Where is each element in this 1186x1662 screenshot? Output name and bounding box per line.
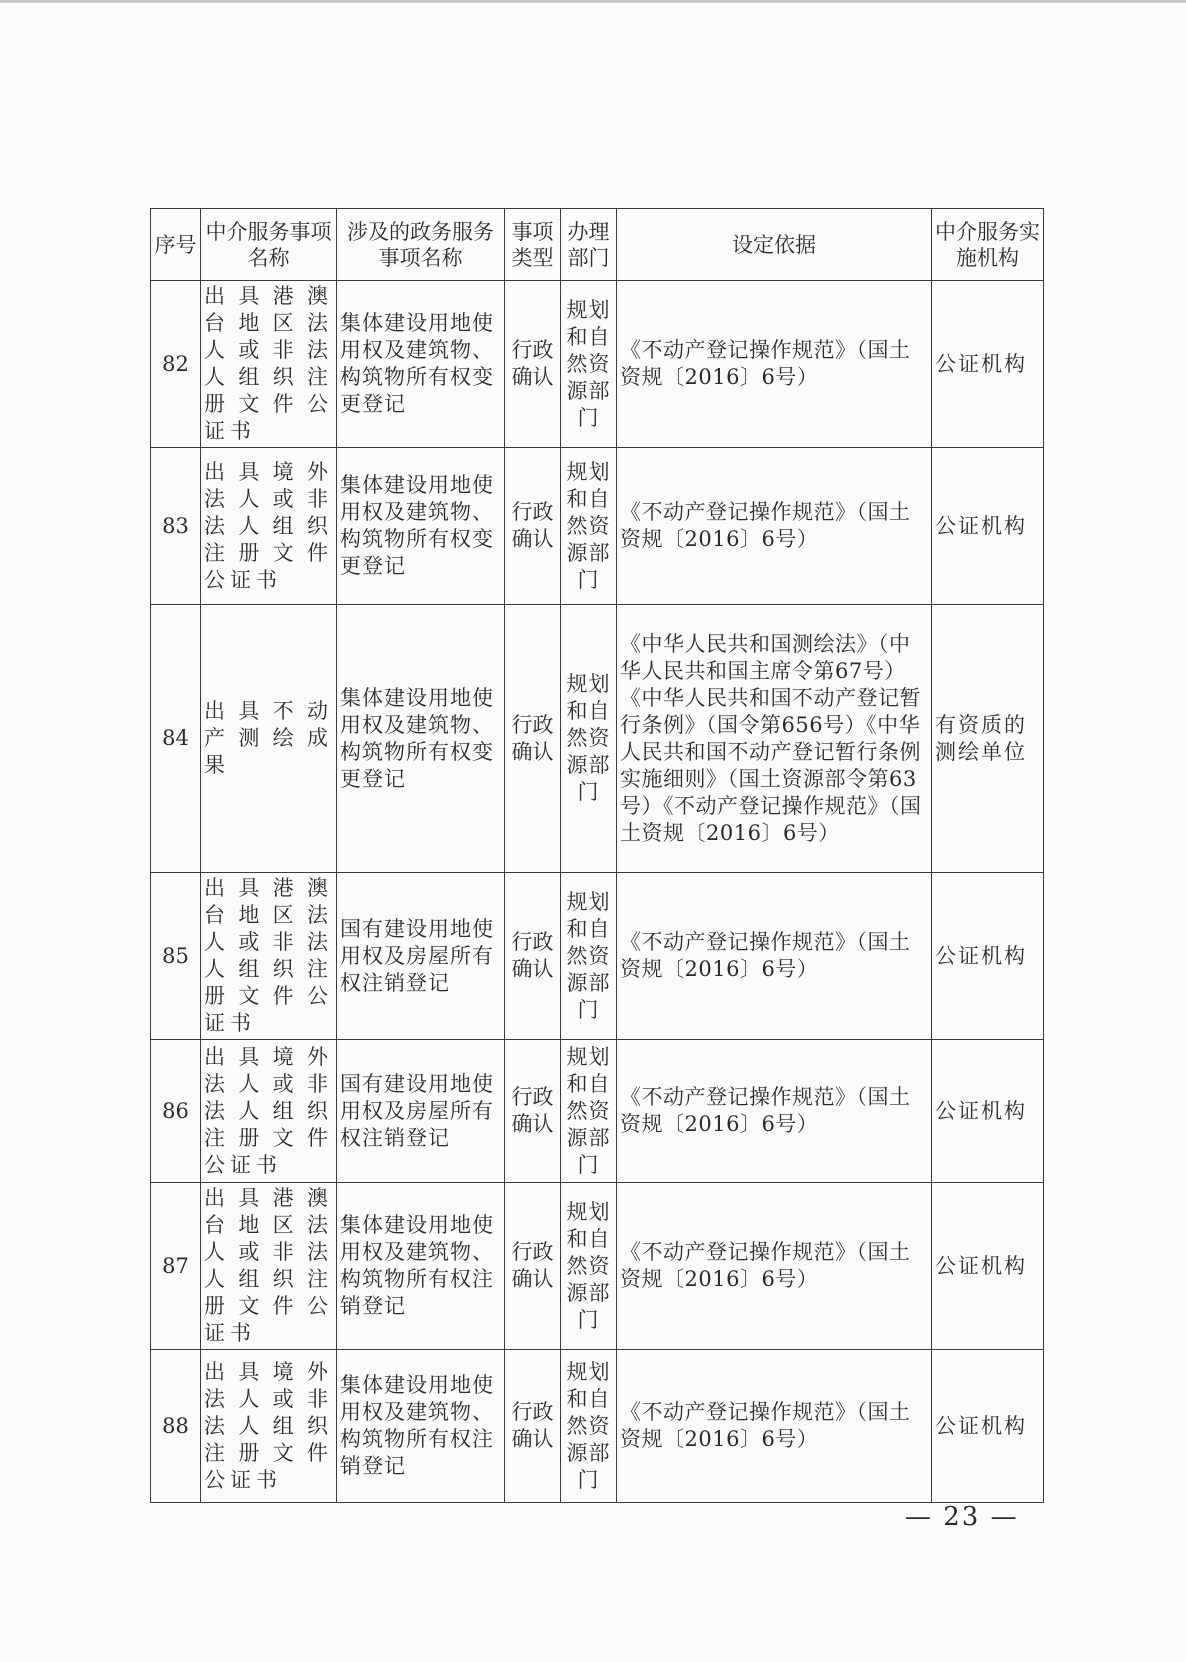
scan-edge [0,0,1186,3]
header-type: 事项类型 [505,209,561,281]
cell-num: 82 [151,281,201,448]
cell-gov-service: 集体建设用地使用权及建筑物、构筑物所有权变更登记 [337,448,505,605]
cell-dept: 规划和自然资源部门 [561,873,617,1040]
cell-agency-name: 出具不动产测绘成果 [201,605,337,873]
cell-dept: 规划和自然资源部门 [561,1183,617,1350]
cell-num: 84 [151,605,201,873]
table-row [151,448,1044,605]
header-num: 序号 [151,209,201,281]
cell-dept: 规划和自然资源部门 [561,448,617,605]
cell-agency-name: 出具港澳台地区法人或非法人组织注册文件公证书 [201,1183,337,1350]
cell-agency-name: 出具港澳台地区法人或非法人组织注册文件公证书 [201,873,337,1040]
table-row [151,1040,1044,1183]
cell-basis: 《不动产登记操作规范》（国土资规〔2016〕6号） [617,281,932,448]
table-row [151,281,1044,448]
cell-org: 公证机构 [932,873,1044,1040]
intermediary-services-table [150,208,1044,1503]
cell-basis: 《不动产登记操作规范》（国土资规〔2016〕6号） [617,1350,932,1503]
cell-gov-service: 集体建设用地使用权及建筑物、构筑物所有权注销登记 [337,1350,505,1503]
cell-dept: 规划和自然资源部门 [561,605,617,873]
cell-agency-name: 出具境外法人或非法人组织注册文件公证书 [201,448,337,605]
cell-basis: 《不动产登记操作规范》（国土资规〔2016〕6号） [617,1183,932,1350]
cell-gov-service: 国有建设用地使用权及房屋所有权注销登记 [337,873,505,1040]
cell-agency-name: 出具港澳台地区法人或非法人组织注册文件公证书 [201,281,337,448]
cell-dept: 规划和自然资源部门 [561,1040,617,1183]
cell-type: 行政确认 [505,1183,561,1350]
cell-org: 有资质的测绘单位 [932,605,1044,873]
table-row [151,1183,1044,1350]
cell-basis: 《不动产登记操作规范》（国土资规〔2016〕6号） [617,448,932,605]
table-row [151,873,1044,1040]
cell-gov-service: 国有建设用地使用权及房屋所有权注销登记 [337,1040,505,1183]
cell-gov-service: 集体建设用地使用权及建筑物、构筑物所有权注销登记 [337,1183,505,1350]
table-row [151,1350,1044,1503]
cell-num: 83 [151,448,201,605]
cell-gov-service: 集体建设用地使用权及建筑物、构筑物所有权变更登记 [337,605,505,873]
page-number: — 23 — [905,1502,1019,1532]
header-basis: 设定依据 [617,209,932,281]
cell-num: 87 [151,1183,201,1350]
cell-org: 公证机构 [932,448,1044,605]
cell-agency-name: 出具境外法人或非法人组织注册文件公证书 [201,1350,337,1503]
cell-type: 行政确认 [505,281,561,448]
header-dept: 办理部门 [561,209,617,281]
cell-basis: 《不动产登记操作规范》（国土资规〔2016〕6号） [617,873,932,1040]
cell-org: 公证机构 [932,281,1044,448]
table-header-row [151,209,1044,281]
cell-type: 行政确认 [505,605,561,873]
cell-num: 86 [151,1040,201,1183]
header-gov-service: 涉及的政务服务事项名称 [337,209,505,281]
cell-type: 行政确认 [505,1040,561,1183]
cell-type: 行政确认 [505,448,561,605]
cell-org: 公证机构 [932,1183,1044,1350]
table-row [151,605,1044,873]
cell-type: 行政确认 [505,1350,561,1503]
cell-num: 88 [151,1350,201,1503]
cell-org: 公证机构 [932,1040,1044,1183]
cell-type: 行政确认 [505,873,561,1040]
cell-org: 公证机构 [932,1350,1044,1503]
cell-dept: 规划和自然资源部门 [561,1350,617,1503]
cell-basis: 《中华人民共和国测绘法》（中华人民共和国主席令第67号）《中华人民共和国不动产登记暂行条例》（国令第656号）《中华人民共和国不动产登记暂行条例实施细则》（国土资源部令第63号）《不动产登记操作规范》（国土资规〔2016〕6号） [617,605,932,873]
cell-num: 85 [151,873,201,1040]
header-agency-name: 中介服务事项名称 [201,209,337,281]
cell-gov-service: 集体建设用地使用权及建筑物、构筑物所有权变更登记 [337,281,505,448]
header-org: 中介服务实施机构 [932,209,1044,281]
cell-basis: 《不动产登记操作规范》（国土资规〔2016〕6号） [617,1040,932,1183]
cell-dept: 规划和自然资源部门 [561,281,617,448]
cell-agency-name: 出具境外法人或非法人组织注册文件公证书 [201,1040,337,1183]
